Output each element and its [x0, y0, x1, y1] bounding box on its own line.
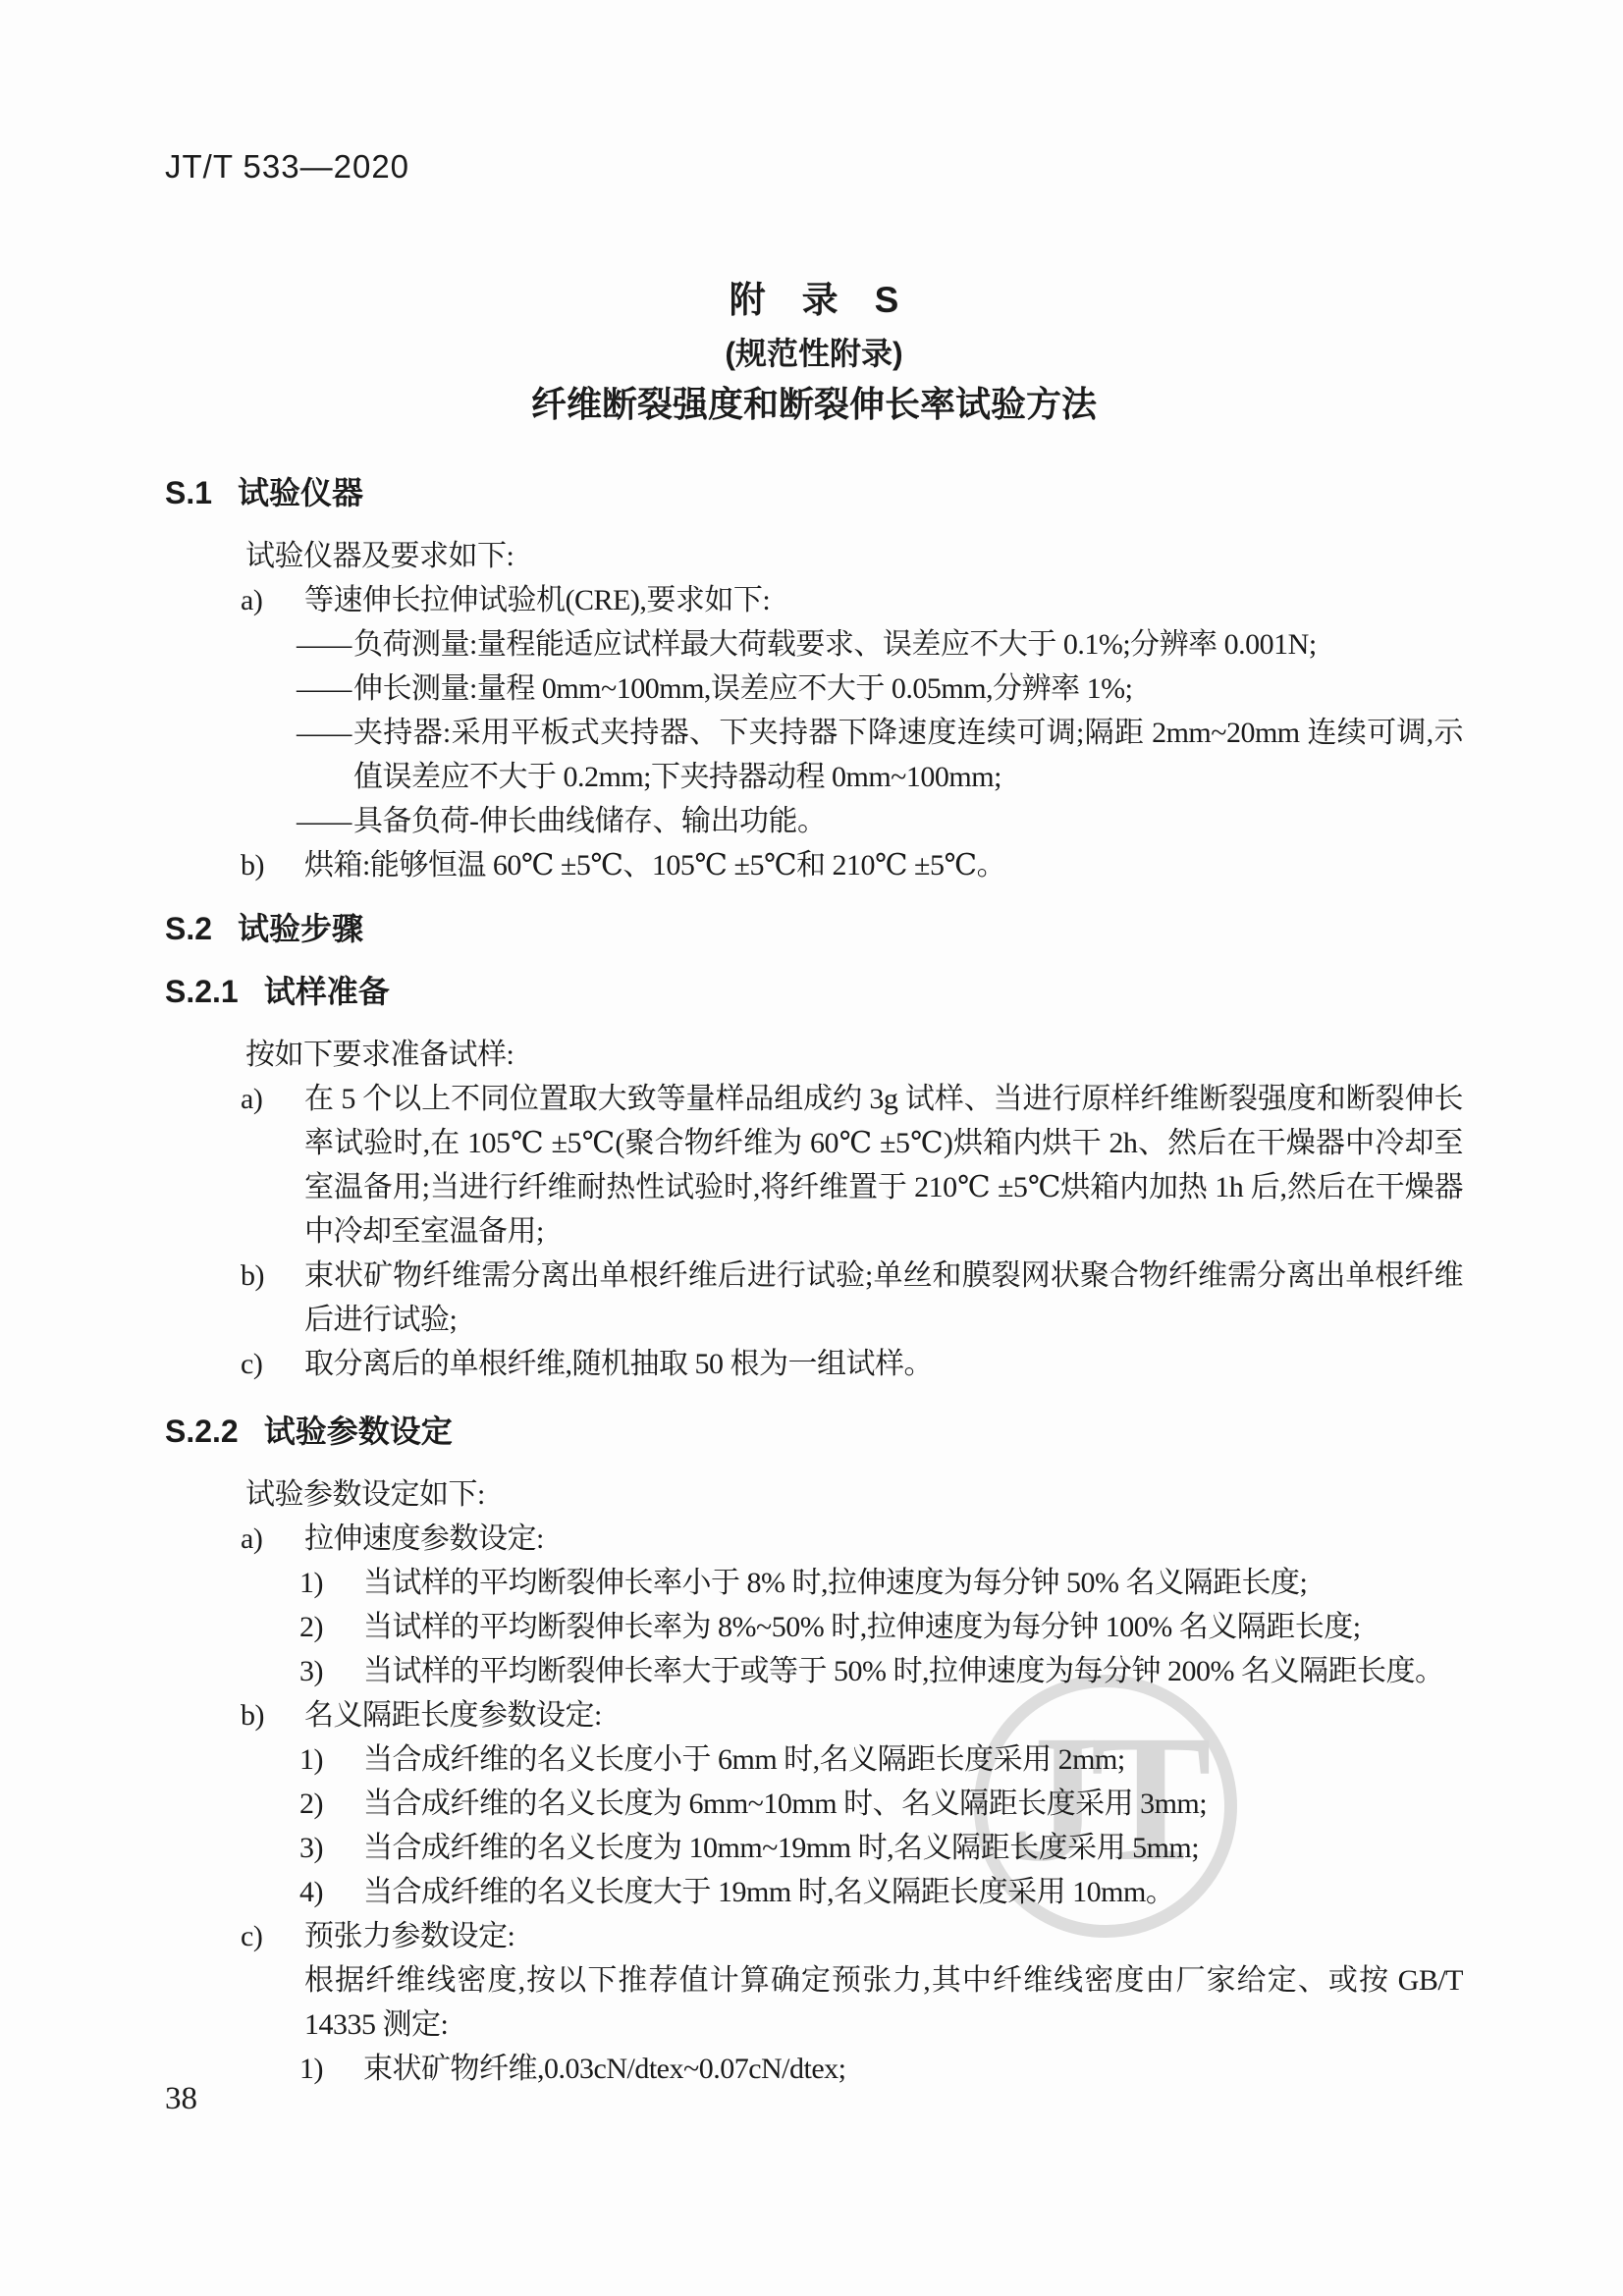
list-text: 当试样的平均断裂伸长率大于或等于 50% 时,拉伸速度为每分钟 200% 名义隔距长度。 — [363, 1655, 1444, 1687]
s22-item-a — [241, 1517, 1463, 1561]
appendix-note: (规范性附录) — [725, 336, 903, 371]
section-s22-heading — [165, 1412, 1463, 1451]
list-text: 束状矿物纤维需分离出单根纤维后进行试验;单丝和膜裂网状聚合物纤维需分离出单根纤维后进行试验; — [304, 1259, 1463, 1336]
list-marker: 3) — [299, 1832, 323, 1864]
list-marker: a) — [241, 1522, 263, 1555]
section-s21-title: 试样准备 — [263, 974, 390, 1009]
list-marker: a) — [241, 584, 263, 616]
s1-dash-item — [297, 799, 1463, 843]
section-s2-heading — [165, 909, 1463, 948]
list-marker: a) — [241, 1083, 263, 1115]
standard-code: JT/T 533—2020 — [165, 148, 410, 185]
s21-item-a — [241, 1077, 1463, 1254]
s22-a-sub-3 — [299, 1649, 1463, 1693]
list-text: 具备负荷-伸长曲线储存、输出功能。 — [353, 805, 827, 837]
list-text: 名义隔距长度参数设定: — [304, 1699, 602, 1732]
list-text: 当合成纤维的名义长度为 6mm~10mm 时、名义隔距长度采用 3mm; — [363, 1788, 1208, 1820]
dash-marker: —— — [297, 717, 349, 749]
list-text: 在 5 个以上不同位置取大致等量样品组成约 3g 试样、当进行原样纤维断裂强度和断裂伸长率试验时,在 105℃ ±5℃(聚合物纤维为 60℃ ±5℃)烘箱内烘干 2h、然后在干燥器中冷却至室温备用;当进行纤维耐热性试验时,将纤维置于 210℃ ±5℃烘箱内加热 1h 后,然后在干燥器中冷却至室温备用; — [304, 1083, 1463, 1248]
list-text: 取分离后的单根纤维,随机抽取 50 根为一组试样。 — [304, 1348, 933, 1380]
list-marker: c) — [241, 1348, 263, 1380]
list-marker: 4) — [299, 1876, 323, 1908]
appendix-subject: 纤维断裂强度和断裂伸长率试验方法 — [530, 384, 1097, 424]
s22-intro: 试验参数设定如下: — [245, 1478, 485, 1511]
s22-c-paragraph: 根据纤维线密度,按以下推荐值计算确定预张力,其中纤维线密度由厂家给定、或按 GB/T 14335 测定: — [304, 1964, 1463, 2041]
list-text: 当合成纤维的名义长度小于 6mm 时,名义隔距长度采用 2mm; — [363, 1743, 1125, 1776]
s1-dash-item — [297, 711, 1463, 799]
list-marker: b) — [241, 849, 264, 881]
section-s2-title: 试验步骤 — [238, 911, 364, 946]
s22-b-sub-3 — [299, 1826, 1463, 1870]
s1-dash-item — [297, 667, 1463, 711]
dash-marker: —— — [297, 628, 349, 661]
list-text: 拉伸速度参数设定: — [304, 1522, 544, 1555]
list-marker: 3) — [299, 1655, 323, 1687]
list-text: 当合成纤维的名义长度大于 19mm 时,名义隔距长度采用 10mm。 — [363, 1876, 1175, 1908]
watermark-letters: JT — [1009, 1697, 1202, 1899]
section-s22-title: 试验参数设定 — [263, 1414, 453, 1449]
dash-marker: —— — [297, 805, 349, 837]
s21-item-b — [241, 1254, 1463, 1342]
list-marker: 2) — [299, 1611, 323, 1643]
section-s22-number: S.2.2 — [165, 1414, 239, 1449]
list-marker: c) — [241, 1920, 263, 1952]
s22-a-sub-2 — [299, 1605, 1463, 1649]
list-marker: 1) — [299, 2053, 323, 2085]
section-s1-heading — [165, 473, 1463, 512]
s1-dash-item — [297, 622, 1463, 667]
list-text: 当试样的平均断裂伸长率小于 8% 时,拉伸速度为每分钟 50% 名义隔距长度; — [363, 1567, 1308, 1599]
list-marker: 2) — [299, 1788, 323, 1820]
appendix-title: 附 录 S — [729, 280, 899, 320]
s22-b-sub-2 — [299, 1782, 1463, 1826]
list-text: 当合成纤维的名义长度为 10mm~19mm 时,名义隔距长度采用 5mm; — [363, 1832, 1200, 1864]
s22-c-sub-1 — [299, 2047, 1463, 2091]
s1-intro: 试验仪器及要求如下: — [245, 540, 514, 572]
s1-item-b — [241, 843, 1463, 887]
list-marker: b) — [241, 1259, 264, 1292]
list-text: 夹持器:采用平板式夹持器、下夹持器下降速度连续可调;隔距 2mm~20mm 连续可调,示值误差应不大于 0.2mm;下夹持器动程 0mm~100mm; — [353, 717, 1463, 793]
list-marker: 1) — [299, 1743, 323, 1776]
list-text: 负荷测量:量程能适应试样最大荷载要求、误差应不大于 0.1%;分辨率 0.001N; — [353, 628, 1317, 661]
section-s21-number: S.2.1 — [165, 974, 239, 1009]
page-number: 38 — [165, 2081, 197, 2116]
page-content — [0, 147, 1623, 2091]
s21-item-c — [241, 1342, 1463, 1386]
dash-marker: —— — [297, 672, 349, 705]
s22-a-sub-1 — [299, 1561, 1463, 1605]
list-text: 束状矿物纤维,0.03cN/dtex~0.07cN/dtex; — [363, 2053, 846, 2085]
s22-b-sub-1 — [299, 1737, 1463, 1782]
list-text: 等速伸长拉伸试验机(CRE),要求如下: — [304, 584, 771, 616]
list-text: 伸长测量:量程 0mm~100mm,误差应不大于 0.05mm,分辨率 1%; — [353, 672, 1133, 705]
s1-item-a — [241, 578, 1463, 622]
s22-item-c — [241, 1914, 1463, 1958]
list-marker: 1) — [299, 1567, 323, 1599]
section-s1-number: S.1 — [165, 475, 213, 510]
list-marker: b) — [241, 1699, 264, 1732]
section-s21-heading — [165, 972, 1463, 1011]
list-text: 当试样的平均断裂伸长率为 8%~50% 时,拉伸速度为每分钟 100% 名义隔距长度; — [363, 1611, 1361, 1643]
appendix-header — [165, 281, 1463, 424]
s21-intro: 按如下要求准备试样: — [245, 1039, 514, 1071]
list-text: 预张力参数设定: — [304, 1920, 515, 1952]
section-s2-number: S.2 — [165, 911, 213, 946]
list-text: 烘箱:能够恒温 60℃ ±5℃、105℃ ±5℃和 210℃ ±5℃。 — [304, 849, 1006, 881]
section-s1-title: 试验仪器 — [238, 475, 364, 510]
s22-b-sub-4 — [299, 1870, 1463, 1914]
s22-item-b — [241, 1693, 1463, 1737]
